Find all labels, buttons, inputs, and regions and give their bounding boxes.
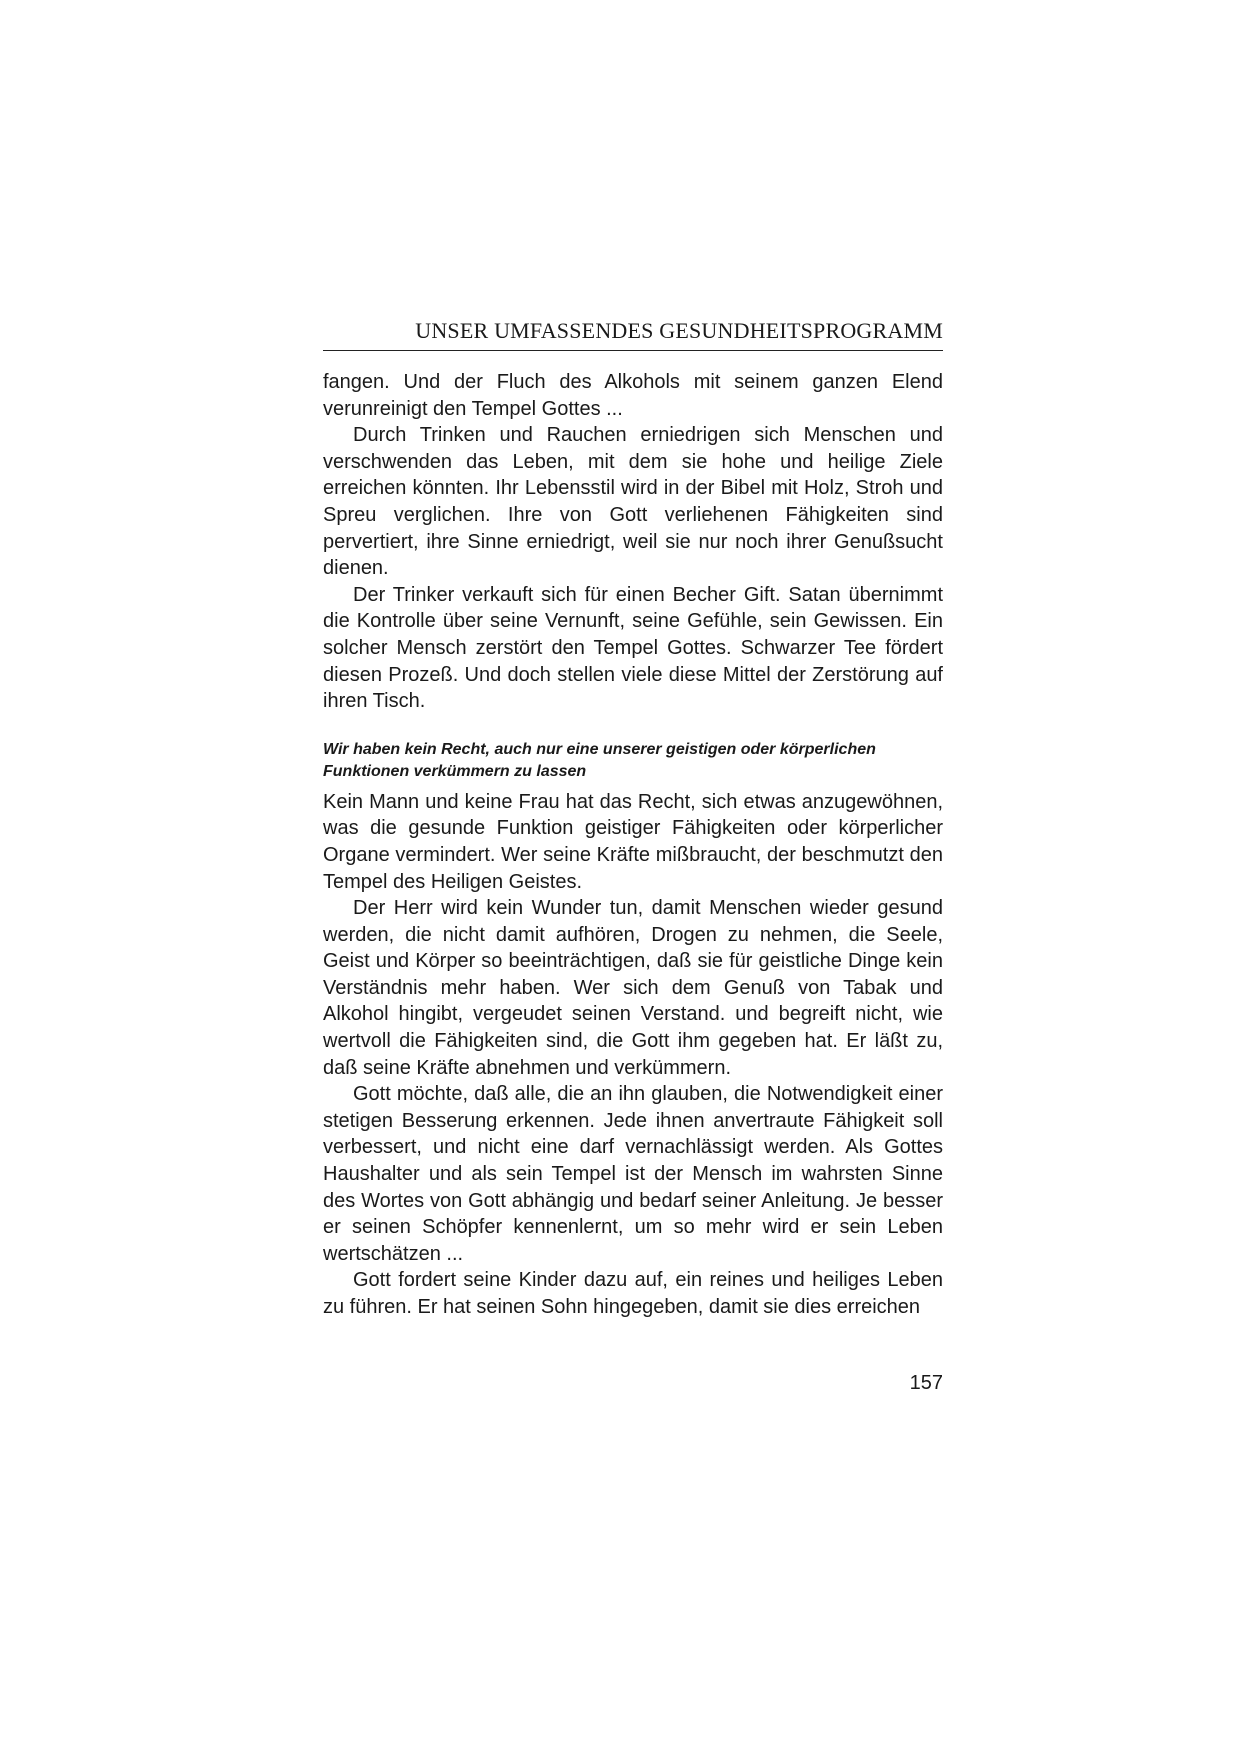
book-page (323, 318, 943, 1321)
paragraph: Der Herr wird kein Wunder tun, damit Menschen wieder gesund werden, die nicht damit aufhören, Drogen zu nehmen, die Seele, Geist und Körper so beeinträchtigen, daß sie für geistliche Dinge kein Verständnis mehr haben. Wer sich dem Genuß von Tabak und Alkohol hingibt, vergeudet seinen Verstand. und begreift nicht, wie wertvoll die Fähigkeiten sind, die Gott ihm gegeben hat. Er läßt zu, daß seine Kräfte abnehmen und verkümmern. (323, 897, 943, 1079)
paragraph: Gott fordert seine Kinder dazu auf, ein reines und heiliges Leben zu führen. Er hat seinen Sohn hingegeben, damit sie dies erreichen (323, 1269, 943, 1318)
running-head: UNSER UMFASSENDES GESUNDHEITSPROGRAMM (323, 318, 943, 351)
paragraph: Kein Mann und keine Frau hat das Recht, sich etwas anzugewöhnen, was die gesunde Funktion geistiger Fähigkeiten oder körperlicher Organe vermindert. Wer seine Kräfte mißbraucht, der beschmutzt den Tempel des Heiligen Geistes. (323, 790, 943, 893)
section-heading: Wir haben kein Recht, auch nur eine unserer geistigen oder körperlichen Funktionen verkümmern zu lassen (323, 740, 876, 780)
paragraph: Der Trinker verkauft sich für einen Becher Gift. Satan übernimmt die Kontrolle über seine Vernunft, seine Gefühle, sein Gewissen. Ein solcher Mensch zerstört den Tempel Gottes. Schwarzer Tee fördert diesen Prozeß. Und doch stellen viele diese Mittel der Zerstörung auf ihren Tisch. (323, 583, 943, 713)
paragraph: Gott möchte, daß alle, die an ihn glauben, die Notwendigkeit einer stetigen Besserung erkennen. Jede ihnen anvertraute Fähigkeit soll verbessert, und nicht eine darf vernachlässigt werden. Als Gottes Haushalter und als sein Tempel ist der Mensch im wahrsten Sinne des Wortes von Gott abhängig und bedarf seiner Anleitung. Je besser er seinen Schöpfer kennenlernt, um so mehr wird er sein Leben wertschätzen ... (323, 1083, 943, 1265)
page-body (323, 369, 943, 1321)
page-number: 157 (909, 1372, 943, 1394)
paragraph: Durch Trinken und Rauchen erniedrigen sich Menschen und verschwenden das Leben, mit dem sie hohe und heilige Ziele erreichen könnten. Ihr Lebensstil wird in der Bibel mit Holz, Stroh und Spreu verglichen. Ihre von Gott verliehenen Fähigkeiten sind pervertiert, ihre Sinne erniedrigt, weil sie nur noch ihrer Genußsucht dienen. (323, 424, 943, 580)
paragraph: fangen. Und der Fluch des Alkohols mit seinem ganzen Elend verunreinigt den Tempel Gottes ... (323, 371, 943, 420)
